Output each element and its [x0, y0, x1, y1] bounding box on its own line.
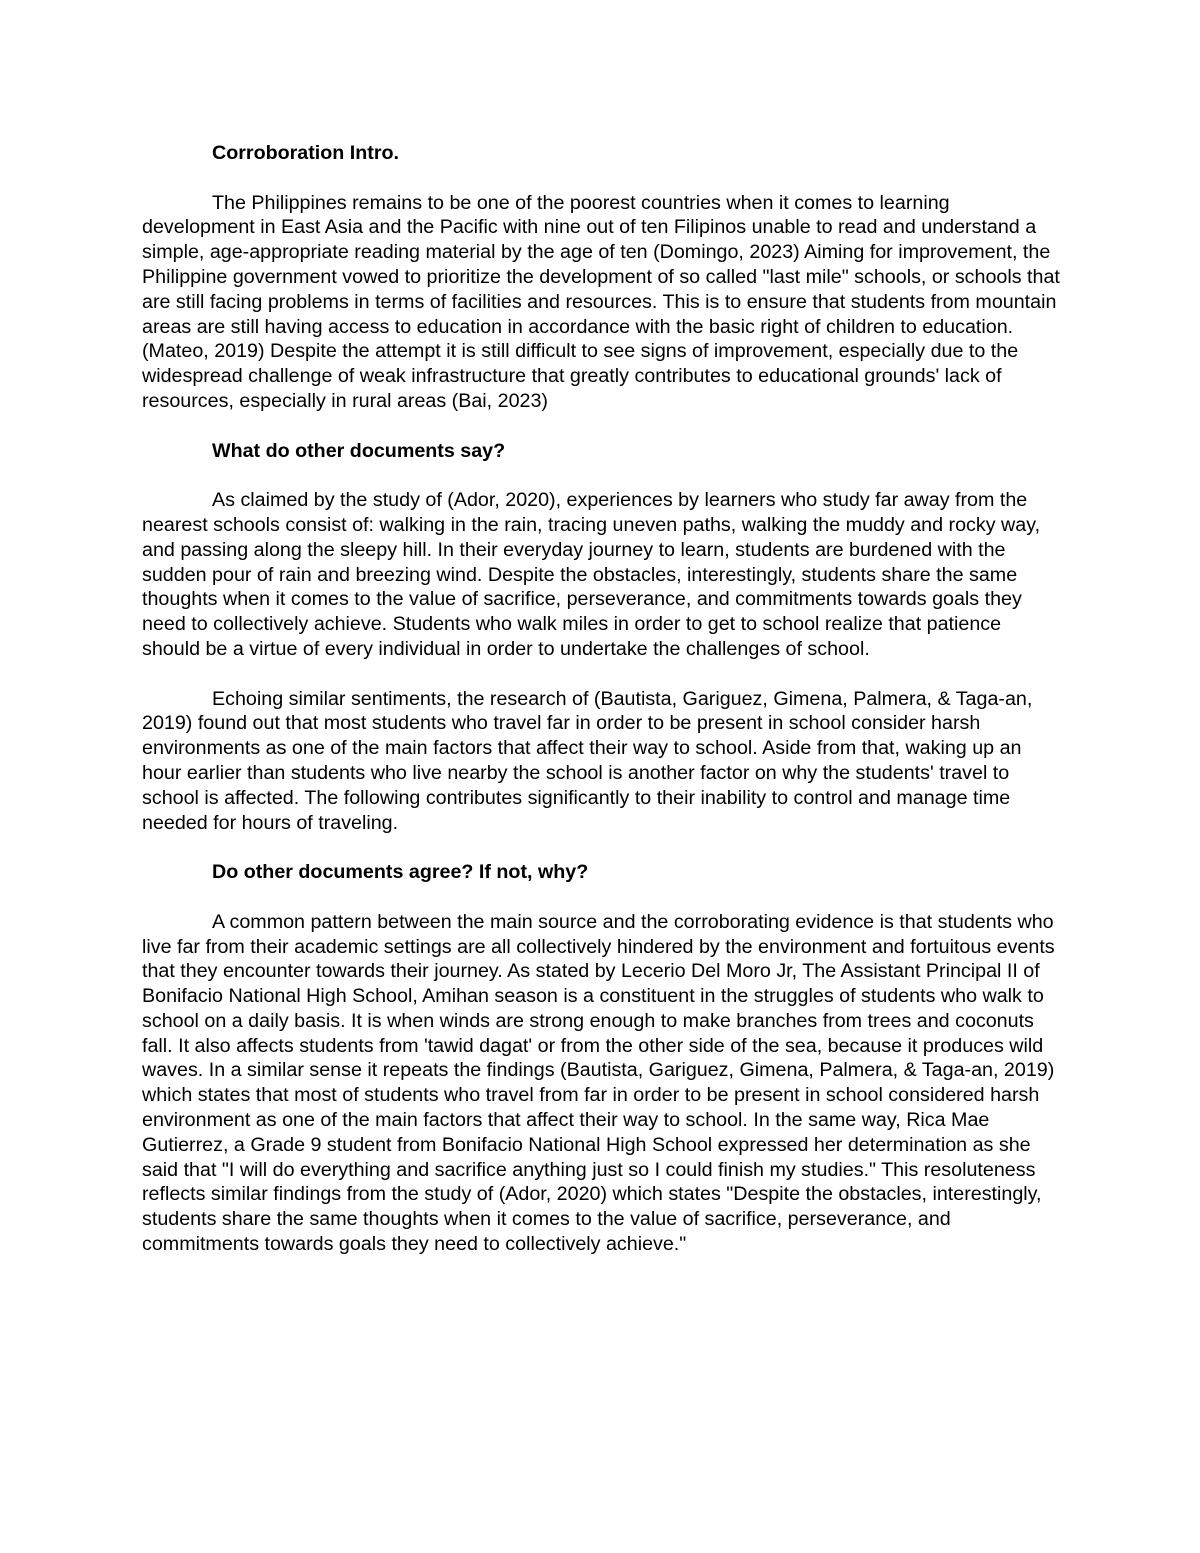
paragraph-bautista-research: Echoing similar sentiments, the research of (Bautista, Gariguez, Gimena, Palmera, & Taga-an, 2019) found out that most students who travel far in order to be present in school consider harsh environments as one of the main factors that affect their way to school. Aside from that, waking up an hour earlier than students who live nearby the school is another factor on why the students' travel to school is affected. The following contributes significantly to their inability to control and manage time needed for hours of traveling. — [142, 687, 1033, 834]
section-heading-documents-agree: Do other documents agree? If not, why? — [212, 861, 589, 884]
paragraph-intro: The Philippines remains to be one of the poorest countries when it comes to learning development in East Asia and the Pacific with nine out of ten Filipinos unable to read and understand a simple, age-appropriate reading material by the age of ten (Domingo, 2023) Aiming for improvement, the Philippine government vowed to prioritize the development of so called "last mile" schools, or schools that are still facing problems in terms of facilities and resources. This is to ensure that students from mountain areas are still having access to education in accordance with the basic right of children to education. (Mateo, 2019) Despite the attempt it is still difficult to see signs of improvement, especially due to the widespread challenge of weak infrastructure that greatly contributes to educational grounds' lack of resources, especially in rural areas (Bai, 2023) — [142, 191, 1060, 412]
paragraph-ador-study: As claimed by the study of (Ador, 2020), experiences by learners who study far away from the nearest schools consist of: walking in the rain, tracing uneven paths, walking the muddy and rocky way, and passing along the sleepy hill. In their everyday journey to learn, students are burdened with the sudden pour of rain and breezing wind. Despite the obstacles, interestingly, students share the same thoughts when it comes to the value of sacrifice, perseverance, and commitments towards goals they need to collectively achieve. Students who walk miles in order to get to school realize that patience should be a virtue of every individual in order to undertake the challenges of school. — [142, 489, 1041, 660]
section-heading-corroboration-intro: Corroboration Intro. — [212, 142, 400, 164]
section-heading-other-documents: What do other documents say? — [212, 439, 506, 462]
paragraph-common-pattern: A common pattern between the main source and the corroborating evidence is that students who live far from their academic settings are all collectively hindered by the environment and fortuitous events that they encounter towards their journey. As stated by Lecerio Del Moro Jr, The Assistant Principal II of Bonifacio National High School, Amihan season is a constituent in the struggles of students who walk to school on a daily basis. It is when winds are strong enough to make branches from trees and coconuts fall. It also affects students from 'tawid dagat' or from the other side of the sea, because it produces wild waves. In a similar sense it repeats the findings (Bautista, Gariguez, Gimena, Palmera, & Taga-an, 2019) which states that most of students who travel from far in order to be present in school considered harsh environment as one of the main factors that affect their way to school. In the same way, Rica Mae Gutierrez, a Grade 9 student from Bonifacio National High School expressed her determination as she said that "I will do everything and sacrifice anything just so I could finish my studies." This resoluteness reflects similar findings from the study of (Ador, 2020) which states "Despite the obstacles, interestingly, students share the same thoughts when it comes to the value of sacrifice, perseverance, and commitments towards goals they need to collectively achieve." — [142, 910, 1055, 1256]
document-page — [142, 141, 1062, 1257]
